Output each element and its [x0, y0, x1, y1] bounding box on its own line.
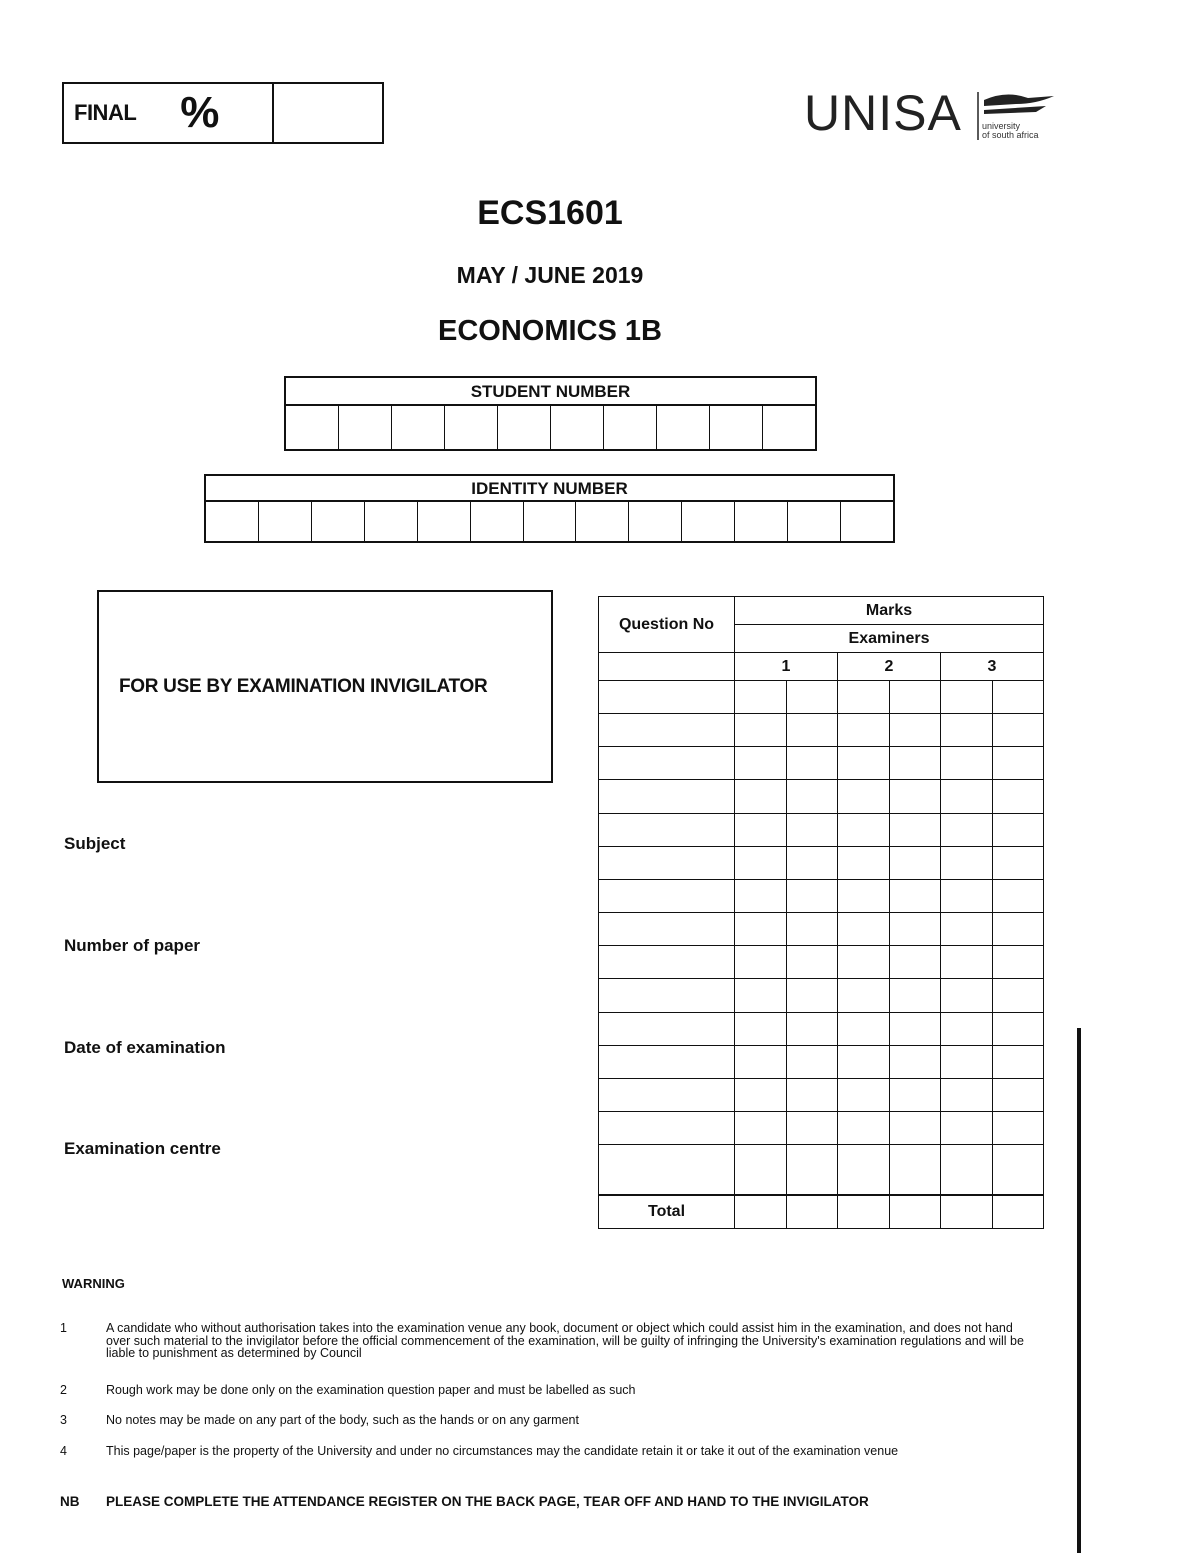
- mark-cell[interactable]: [735, 681, 787, 714]
- mark-cell[interactable]: [992, 846, 1044, 879]
- mark-cell[interactable]: [992, 681, 1044, 714]
- student-number-cell[interactable]: [498, 406, 551, 449]
- mark-cell[interactable]: [838, 946, 890, 979]
- question-cell[interactable]: [599, 846, 735, 879]
- question-cell[interactable]: [599, 714, 735, 747]
- nb-notice: [60, 1494, 1040, 1509]
- exam-session: MAY / JUNE 2019: [456, 262, 644, 288]
- mark-cell[interactable]: [941, 1012, 993, 1045]
- mark-cell[interactable]: [735, 846, 787, 879]
- subject-title: ECONOMICS 1B: [438, 315, 662, 347]
- mark-cell[interactable]: [838, 879, 890, 912]
- course-code: ECS1601: [477, 194, 623, 232]
- mark-cell[interactable]: [735, 946, 787, 979]
- mark-cell[interactable]: [889, 681, 941, 714]
- mark-cell[interactable]: [889, 846, 941, 879]
- mark-cell[interactable]: [889, 1112, 941, 1145]
- invigilator-label: FOR USE BY EXAMINATION INVIGILATOR: [119, 676, 488, 697]
- student-number-cell[interactable]: [339, 406, 392, 449]
- mark-cell[interactable]: [786, 813, 838, 846]
- mark-cell[interactable]: [838, 813, 890, 846]
- mark-cell[interactable]: [838, 780, 890, 813]
- mark-cell[interactable]: [941, 681, 993, 714]
- mark-cell[interactable]: [992, 813, 1044, 846]
- warning-item: [60, 1445, 1032, 1458]
- total-label: Total: [599, 1195, 735, 1229]
- question-cell[interactable]: [599, 1078, 735, 1111]
- marks-row: [599, 1078, 1044, 1111]
- identity-number-cell[interactable]: [418, 502, 471, 541]
- identity-number-cell[interactable]: [682, 502, 735, 541]
- mark-cell[interactable]: [735, 1078, 787, 1111]
- marks-table: [598, 596, 1044, 1229]
- mark-cell[interactable]: [889, 979, 941, 1012]
- mark-cell[interactable]: [992, 1112, 1044, 1145]
- identity-number-cell[interactable]: [365, 502, 418, 541]
- marks-row: [599, 846, 1044, 879]
- mark-cell[interactable]: [941, 1078, 993, 1111]
- mark-cell[interactable]: [889, 780, 941, 813]
- mark-cell[interactable]: [889, 747, 941, 780]
- mark-cell[interactable]: [838, 1045, 890, 1078]
- invigilator-box: [97, 590, 553, 783]
- mark-cell[interactable]: [786, 681, 838, 714]
- mark-cell[interactable]: [735, 1045, 787, 1078]
- mark-cell[interactable]: [889, 714, 941, 747]
- warning-item: [60, 1384, 1032, 1397]
- mark-cell[interactable]: [992, 879, 1044, 912]
- total-cell[interactable]: [941, 1195, 993, 1229]
- unisa-logo: [804, 85, 1064, 150]
- mark-cell[interactable]: [992, 747, 1044, 780]
- total-cell[interactable]: [889, 1195, 941, 1229]
- mark-cell[interactable]: [889, 813, 941, 846]
- marks-row: [599, 1012, 1044, 1045]
- mark-cell[interactable]: [735, 813, 787, 846]
- total-cell[interactable]: [786, 1195, 838, 1229]
- mark-cell[interactable]: [786, 1112, 838, 1145]
- total-cell[interactable]: [992, 1195, 1044, 1229]
- examiner-3-header: 3: [941, 653, 1044, 681]
- mark-cell[interactable]: [838, 1145, 890, 1195]
- question-cell[interactable]: [599, 879, 735, 912]
- logo-subtext: university of south africa: [982, 121, 1039, 140]
- paper-number-field-label: Number of paper: [64, 936, 201, 955]
- marks-row: [599, 747, 1044, 780]
- nb-label: NB: [60, 1494, 80, 1509]
- mark-cell[interactable]: [941, 946, 993, 979]
- warning-item-number: 4: [60, 1444, 67, 1458]
- final-label-cell: [64, 84, 274, 142]
- identity-number-cell[interactable]: [471, 502, 524, 541]
- identity-number-cells: [206, 502, 893, 541]
- exam-date-field-label: Date of examination: [64, 1038, 226, 1057]
- mark-cell[interactable]: [735, 747, 787, 780]
- student-number-cell[interactable]: [604, 406, 657, 449]
- student-number-cell[interactable]: [286, 406, 339, 449]
- mark-cell[interactable]: [992, 714, 1044, 747]
- mark-cell[interactable]: [786, 1012, 838, 1045]
- mark-cell[interactable]: [889, 946, 941, 979]
- mark-cell[interactable]: [838, 979, 890, 1012]
- mark-cell[interactable]: [786, 1078, 838, 1111]
- mark-cell[interactable]: [992, 1045, 1044, 1078]
- warning-item-text: No notes may be made on any part of the body, such as the hands or on any garment: [106, 1413, 579, 1427]
- marks-header: Marks: [735, 597, 1044, 625]
- mark-cell[interactable]: [786, 747, 838, 780]
- mark-cell[interactable]: [735, 780, 787, 813]
- question-cell[interactable]: [599, 1112, 735, 1145]
- mark-cell[interactable]: [786, 780, 838, 813]
- mark-cell[interactable]: [992, 913, 1044, 946]
- mark-cell[interactable]: [889, 1145, 941, 1195]
- identity-number-cell[interactable]: [788, 502, 841, 541]
- identity-number-box: [204, 474, 895, 543]
- marks-row: [599, 979, 1044, 1012]
- student-number-cell[interactable]: [392, 406, 445, 449]
- final-percentage-box: [62, 82, 384, 144]
- percent-symbol: %: [180, 88, 220, 137]
- question-cell[interactable]: [599, 813, 735, 846]
- mark-cell[interactable]: [941, 1045, 993, 1078]
- mark-cell[interactable]: [735, 879, 787, 912]
- mark-cell[interactable]: [838, 1078, 890, 1111]
- marks-row: [599, 1112, 1044, 1145]
- question-cell[interactable]: [599, 913, 735, 946]
- mark-cell[interactable]: [889, 879, 941, 912]
- mark-cell[interactable]: [889, 1045, 941, 1078]
- mark-cell[interactable]: [735, 913, 787, 946]
- question-cell[interactable]: [599, 681, 735, 714]
- marks-row: [599, 780, 1044, 813]
- identity-number-cell[interactable]: [735, 502, 788, 541]
- question-no-header: Question No: [599, 597, 735, 653]
- mark-cell[interactable]: [735, 1012, 787, 1045]
- mark-cell[interactable]: [838, 747, 890, 780]
- exam-centre-field-label: Examination centre: [64, 1139, 221, 1158]
- mark-cell[interactable]: [992, 780, 1044, 813]
- identity-number-cell[interactable]: [206, 502, 259, 541]
- student-number-cell[interactable]: [657, 406, 710, 449]
- identity-number-cell[interactable]: [629, 502, 682, 541]
- mark-cell[interactable]: [786, 946, 838, 979]
- mark-cell[interactable]: [786, 879, 838, 912]
- total-cell[interactable]: [735, 1195, 787, 1229]
- question-cell[interactable]: [599, 979, 735, 1012]
- mark-cell[interactable]: [941, 747, 993, 780]
- warning-item: [60, 1322, 1032, 1360]
- mark-cell[interactable]: [838, 1012, 890, 1045]
- mark-cell[interactable]: [941, 846, 993, 879]
- mark-cell[interactable]: [941, 714, 993, 747]
- final-percentage-input[interactable]: [274, 84, 382, 142]
- marks-row: [599, 1045, 1044, 1078]
- mark-cell[interactable]: [941, 913, 993, 946]
- marks-row: [599, 946, 1044, 979]
- warning-item-number: 3: [60, 1413, 67, 1427]
- warning-item-text: Rough work may be done only on the examination question paper and must be labelled as such: [106, 1383, 636, 1397]
- logo-wordmark: UNISA: [804, 85, 962, 141]
- mark-cell[interactable]: [889, 1012, 941, 1045]
- mark-cell[interactable]: [941, 813, 993, 846]
- warning-item-number: 1: [60, 1321, 67, 1335]
- student-number-cell[interactable]: [710, 406, 763, 449]
- question-cell[interactable]: [599, 780, 735, 813]
- mark-cell[interactable]: [992, 979, 1044, 1012]
- question-cell[interactable]: [599, 946, 735, 979]
- student-number-cell[interactable]: [551, 406, 604, 449]
- student-number-label: STUDENT NUMBER: [286, 378, 815, 406]
- warning-item: [60, 1414, 1032, 1427]
- mark-cell[interactable]: [992, 1145, 1044, 1195]
- mark-cell[interactable]: [735, 1112, 787, 1145]
- mark-cell[interactable]: [992, 946, 1044, 979]
- question-cell[interactable]: [599, 747, 735, 780]
- mark-cell[interactable]: [786, 1145, 838, 1195]
- student-number-cell[interactable]: [445, 406, 498, 449]
- mark-cell[interactable]: [786, 714, 838, 747]
- question-cell[interactable]: [599, 1045, 735, 1078]
- warning-item-text: A candidate who without authorisation takes into the examination venue any book, document or object which could assist him in the examination, and does not hand over such material to the invigilator before the official commencement of the examination, will be guilty of infringing the University's examination regulations and will be liable to punishment as determined by Council: [106, 1321, 1024, 1360]
- identity-number-cell[interactable]: [841, 502, 893, 541]
- mark-cell[interactable]: [941, 1112, 993, 1145]
- mark-cell[interactable]: [735, 979, 787, 1012]
- question-cell[interactable]: [599, 1012, 735, 1045]
- warning-title: WARNING: [62, 1276, 125, 1291]
- examiner-1-header: 1: [735, 653, 838, 681]
- warning-item-text: This page/paper is the property of the University and under no circumstances may the candidate retain it or take it out of the examination venue: [106, 1444, 899, 1458]
- mark-cell[interactable]: [735, 714, 787, 747]
- question-cell[interactable]: [599, 1145, 735, 1195]
- warning-item-number: 2: [60, 1383, 67, 1397]
- mark-cell[interactable]: [941, 780, 993, 813]
- mark-cell[interactable]: [838, 681, 890, 714]
- marks-row: [599, 1145, 1044, 1195]
- mark-cell[interactable]: [889, 1078, 941, 1111]
- marks-row: [599, 913, 1044, 946]
- mark-cell[interactable]: [786, 846, 838, 879]
- identity-number-cell[interactable]: [259, 502, 312, 541]
- margin-bar: [1077, 1028, 1081, 1553]
- identity-number-label: IDENTITY NUMBER: [206, 476, 893, 502]
- mark-cell[interactable]: [941, 879, 993, 912]
- identity-number-cell[interactable]: [576, 502, 629, 541]
- final-label: FINAL: [74, 100, 137, 125]
- identity-number-cell[interactable]: [524, 502, 577, 541]
- mark-cell[interactable]: [786, 979, 838, 1012]
- question-no-subheader: [599, 653, 735, 681]
- marks-row: [599, 879, 1044, 912]
- examiners-header: Examiners: [735, 625, 1044, 653]
- total-row: [599, 1195, 1044, 1229]
- marks-row: [599, 714, 1044, 747]
- identity-number-cell[interactable]: [312, 502, 365, 541]
- mark-cell[interactable]: [786, 913, 838, 946]
- subject-field-label: Subject: [64, 834, 126, 853]
- mark-cell[interactable]: [838, 913, 890, 946]
- student-number-cell[interactable]: [763, 406, 815, 449]
- mark-cell[interactable]: [838, 846, 890, 879]
- marks-row: [599, 813, 1044, 846]
- nb-text: PLEASE COMPLETE THE ATTENDANCE REGISTER ON THE BACK PAGE, TEAR OFF AND HAND TO THE INVIGILATOR: [106, 1494, 869, 1509]
- mark-cell[interactable]: [992, 1012, 1044, 1045]
- mark-cell[interactable]: [786, 1045, 838, 1078]
- mark-cell[interactable]: [941, 979, 993, 1012]
- mark-cell[interactable]: [838, 1112, 890, 1145]
- marks-row: [599, 681, 1044, 714]
- mark-cell[interactable]: [735, 1145, 787, 1195]
- mark-cell[interactable]: [992, 1078, 1044, 1111]
- examiner-2-header: 2: [838, 653, 941, 681]
- mark-cell[interactable]: [941, 1145, 993, 1195]
- mark-cell[interactable]: [889, 913, 941, 946]
- mark-cell[interactable]: [838, 714, 890, 747]
- student-number-cells: [286, 406, 815, 449]
- student-number-box: [284, 376, 817, 451]
- total-cell[interactable]: [838, 1195, 890, 1229]
